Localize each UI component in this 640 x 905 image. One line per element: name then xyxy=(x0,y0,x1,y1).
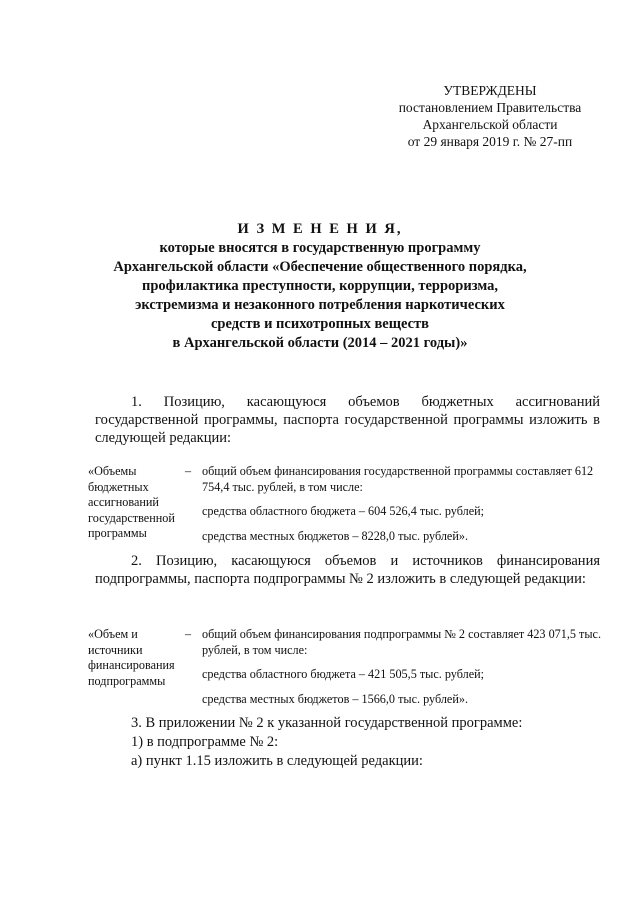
section-3-line-1: 3. В приложении № 2 к указанной государственной программе: xyxy=(131,715,523,731)
section-2-text: 2. Позицию, касающуюся объемов и источников финансирования подпрограммы, паспорта подпрограммы № 2 изложить в следующей редакции: xyxy=(95,553,600,587)
approval-title: УТВЕРЖДЕНЫ xyxy=(443,83,537,98)
section-2-value-local: средства местных бюджетов – 1566,0 тыс. рублей». xyxy=(202,691,469,706)
heading-line-2: Архангельской области «Обеспечение общественного порядка, xyxy=(113,259,527,275)
section-2-passport-table xyxy=(88,627,608,706)
section-3-line-3: а) пункт 1.15 изложить в следующей редакции: xyxy=(131,753,423,769)
heading-title: И З М Е Н Е Н И Я, xyxy=(237,221,403,237)
section-2-table-label: «Объем и источники финансирования подпрограммы xyxy=(88,627,175,688)
section-1-value-local: средства местных бюджетов – 8228,0 тыс. рублей». xyxy=(202,528,469,543)
section-2-value-regional: средства областного бюджета – 421 505,5 тыс. рублей; xyxy=(202,667,485,681)
approval-line-2: постановлением Правительства xyxy=(398,100,582,115)
section-1-table-dash: – xyxy=(185,464,192,478)
heading-line-5: средств и психотропных веществ xyxy=(210,316,429,332)
heading-line-4: экстремизма и незаконного потребления наркотических xyxy=(135,297,505,313)
section-1-value-regional: средства областного бюджета – 604 526,4 тыс. рублей; xyxy=(202,504,485,518)
approval-stamp xyxy=(380,82,600,150)
section-1-passport-table xyxy=(88,464,608,544)
section-1-text: 1. Позицию, касающуюся объемов бюджетных ассигнований государственной программы, паспорта государственной программы изложить в следующей редакции: xyxy=(95,394,600,446)
approval-date: от 29 января 2019 г. № 27-пп xyxy=(407,134,573,149)
heading-line-1: которые вносятся в государственную программу xyxy=(159,240,481,256)
section-2-paragraph xyxy=(95,552,600,588)
section-2-table-values xyxy=(202,627,602,716)
section-1-table-values xyxy=(202,464,602,553)
heading-line-6: в Архангельской области (2014 – 2021 годы)» xyxy=(172,335,468,351)
section-2-table-dash: – xyxy=(185,627,192,641)
section-1-value-total: общий объем финансирования государственной программы составляет 612 754,4 тыс. рублей, в том числе: xyxy=(202,464,594,494)
document-heading xyxy=(80,220,560,353)
heading-line-3: профилактика преступности, коррупции, терроризма, xyxy=(142,278,498,294)
section-1-paragraph xyxy=(95,393,600,447)
section-1-table-label: «Объемы бюджетных ассигнований государственной программы xyxy=(88,464,175,540)
approval-line-3: Архангельской области xyxy=(422,117,558,132)
section-2-value-total: общий объем финансирования подпрограммы № 2 составляет 423 071,5 тыс. рублей, в том числе: xyxy=(202,627,602,657)
section-3-line-2: 1) в подпрограмме № 2: xyxy=(131,734,279,750)
